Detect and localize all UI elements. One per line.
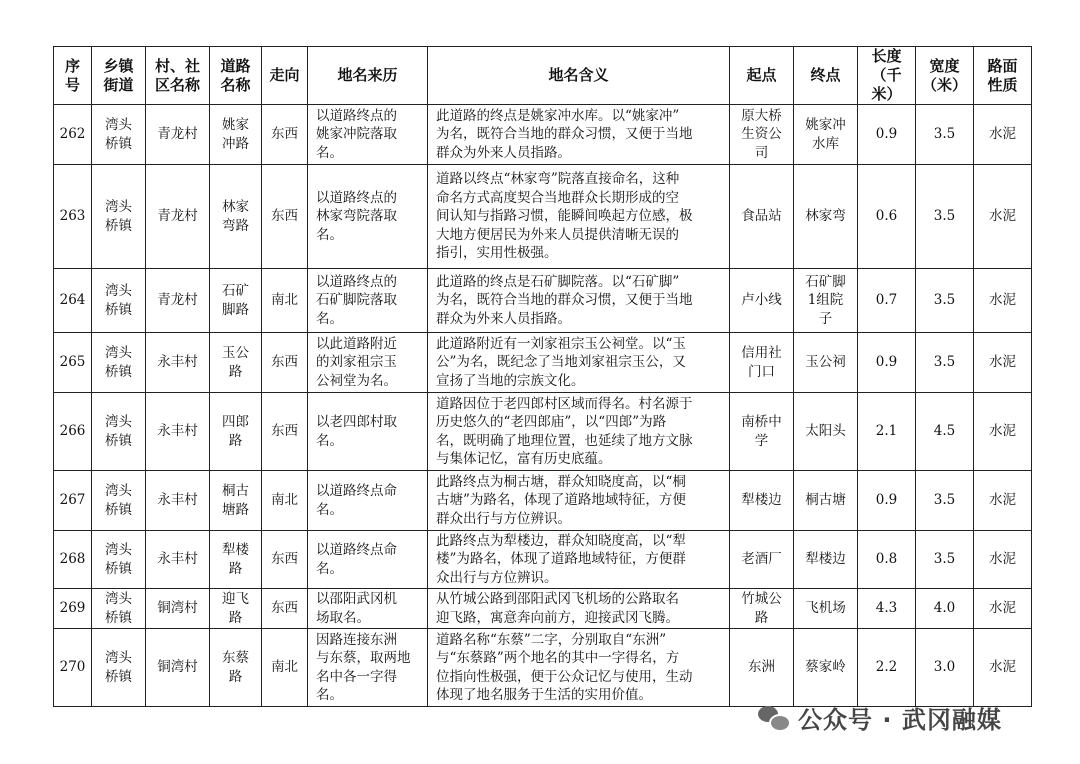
cell-name-origin: 以邵阳武冈机 场取名。 xyxy=(308,589,428,629)
cell-direction: 南北 xyxy=(262,269,308,333)
table-row xyxy=(54,105,1032,165)
cell-end-point: 石矿脚 1组院 子 xyxy=(794,269,858,333)
cell-village: 铜湾村 xyxy=(146,629,210,707)
table-row xyxy=(54,269,1032,333)
cell-length: 0.8 xyxy=(858,531,916,589)
cell-village: 青龙村 xyxy=(146,105,210,165)
table-row xyxy=(54,471,1032,531)
cell-end-point: 蔡家岭 xyxy=(794,629,858,707)
cell-start-point: 东洲 xyxy=(730,629,794,707)
header-end: 终点 xyxy=(794,47,858,105)
cell-end-point: 玉公祠 xyxy=(794,333,858,393)
cell-name-origin: 以道路终点命 名。 xyxy=(308,471,428,531)
cell-start-point: 南桥中 学 xyxy=(730,393,794,471)
table-row xyxy=(54,629,1032,707)
cell-name-meaning: 此路终点为桐古塘，群众知晓度高，以“桐 古塘”为路名，体现了道路地域特征，方便 群众出行与方位辨识。 xyxy=(428,471,730,531)
table-row xyxy=(54,393,1032,471)
cell-start-point: 食品站 xyxy=(730,165,794,269)
cell-width: 3.5 xyxy=(916,165,974,269)
cell-start-point: 信用社 门口 xyxy=(730,333,794,393)
cell-village: 青龙村 xyxy=(146,269,210,333)
cell-row-number: 265 xyxy=(54,333,92,393)
cell-row-number: 270 xyxy=(54,629,92,707)
cell-road-name: 石矿 脚路 xyxy=(210,269,262,333)
cell-length: 0.6 xyxy=(858,165,916,269)
cell-end-point: 犁楼边 xyxy=(794,531,858,589)
cell-name-origin: 以道路终点命 名。 xyxy=(308,531,428,589)
cell-row-number: 269 xyxy=(54,589,92,629)
cell-row-number: 263 xyxy=(54,165,92,269)
cell-direction: 南北 xyxy=(262,629,308,707)
header-length: 长度 （千米） xyxy=(858,47,916,105)
cell-village: 永丰村 xyxy=(146,393,210,471)
cell-surface: 水泥 xyxy=(974,333,1032,393)
cell-name-origin: 以道路终点的 林家弯院落取 名。 xyxy=(308,165,428,269)
cell-start-point: 老酒厂 xyxy=(730,531,794,589)
cell-village: 铜湾村 xyxy=(146,589,210,629)
cell-end-point: 太阳头 xyxy=(794,393,858,471)
cell-name-meaning: 从竹城公路到邵阳武冈飞机场的公路取名 迎飞路，寓意奔向前方，迎接武冈飞腾。 xyxy=(428,589,730,629)
header-start: 起点 xyxy=(730,47,794,105)
cell-name-origin: 以老四郎村取 名。 xyxy=(308,393,428,471)
cell-row-number: 267 xyxy=(54,471,92,531)
cell-surface: 水泥 xyxy=(974,105,1032,165)
header-origin: 地名来历 xyxy=(308,47,428,105)
cell-surface: 水泥 xyxy=(974,269,1032,333)
cell-village: 永丰村 xyxy=(146,531,210,589)
cell-town: 湾头 桥镇 xyxy=(92,589,146,629)
cell-town: 湾头 桥镇 xyxy=(92,269,146,333)
cell-start-point: 卢小线 xyxy=(730,269,794,333)
watermark xyxy=(758,700,1002,735)
cell-name-meaning: 此道路的终点是姚家冲水库。以“姚家冲” 为名，既符合当地的群众习惯，又便于当地 群众为外来人员指路。 xyxy=(428,105,730,165)
road-naming-table xyxy=(53,46,1032,707)
cell-start-point: 原大桥 生资公 司 xyxy=(730,105,794,165)
cell-surface: 水泥 xyxy=(974,393,1032,471)
cell-width: 3.5 xyxy=(916,269,974,333)
cell-end-point: 林家弯 xyxy=(794,165,858,269)
cell-length: 4.3 xyxy=(858,589,916,629)
header-direction: 走向 xyxy=(262,47,308,105)
cell-start-point: 竹城公 路 xyxy=(730,589,794,629)
cell-town: 湾头 桥镇 xyxy=(92,471,146,531)
cell-surface: 水泥 xyxy=(974,531,1032,589)
cell-road-name: 桐古 塘路 xyxy=(210,471,262,531)
cell-width: 3.5 xyxy=(916,531,974,589)
header-village: 村、社 区名称 xyxy=(146,47,210,105)
cell-road-name: 犁楼 路 xyxy=(210,531,262,589)
cell-village: 永丰村 xyxy=(146,471,210,531)
cell-name-origin: 以道路终点的 姚家冲院落取 名。 xyxy=(308,105,428,165)
cell-width: 3.0 xyxy=(916,629,974,707)
cell-width: 3.5 xyxy=(916,471,974,531)
cell-width: 3.5 xyxy=(916,333,974,393)
table-row xyxy=(54,333,1032,393)
cell-road-name: 姚家 冲路 xyxy=(210,105,262,165)
cell-name-origin: 以此道路附近 的刘家祖宗玉 公祠堂为名。 xyxy=(308,333,428,393)
cell-direction: 东西 xyxy=(262,165,308,269)
cell-village: 永丰村 xyxy=(146,333,210,393)
cell-direction: 东西 xyxy=(262,105,308,165)
header-row xyxy=(54,47,1032,105)
cell-road-name: 东蔡 路 xyxy=(210,629,262,707)
cell-width: 4.0 xyxy=(916,589,974,629)
cell-name-origin: 以道路终点的 石矿脚院落取 名。 xyxy=(308,269,428,333)
cell-direction: 东西 xyxy=(262,531,308,589)
cell-row-number: 264 xyxy=(54,269,92,333)
cell-length: 0.7 xyxy=(858,269,916,333)
cell-surface: 水泥 xyxy=(974,165,1032,269)
cell-direction: 东西 xyxy=(262,333,308,393)
cell-width: 3.5 xyxy=(916,105,974,165)
cell-name-meaning: 此道路附近有一刘家祖宗玉公祠堂。以“玉 公”为名，既纪念了当地刘家祖宗玉公，又 宣扬了当地的宗族文化。 xyxy=(428,333,730,393)
table-row xyxy=(54,531,1032,589)
cell-town: 湾头 桥镇 xyxy=(92,531,146,589)
header-town: 乡镇 街道 xyxy=(92,47,146,105)
cell-name-meaning: 道路名称“东蔡”二字，分别取自“东洲” 与“东蔡路”两个地名的其中一字得名，方 位指向性极强，便于公众记忆与使用，生动 体现了地名服务于生活的实用价值。 xyxy=(428,629,730,707)
cell-length: 2.1 xyxy=(858,393,916,471)
cell-town: 湾头 桥镇 xyxy=(92,629,146,707)
cell-surface: 水泥 xyxy=(974,629,1032,707)
cell-name-meaning: 此路终点为犁楼边，群众知晓度高，以“犁 楼”为路名，体现了道路地域特征，方便群 众出行与方位辨识。 xyxy=(428,531,730,589)
cell-name-meaning: 道路以终点“林家弯”院落直接命名，这种 命名方式高度契合当地群众长期形成的空 间认知与指路习惯，能瞬间唤起方位感，极 大地方便居民为外来人员提供清晰无误的 指引，实用性极强。 xyxy=(428,165,730,269)
cell-town: 湾头 桥镇 xyxy=(92,393,146,471)
wechat-icon xyxy=(758,706,788,730)
cell-town: 湾头 桥镇 xyxy=(92,333,146,393)
cell-length: 0.9 xyxy=(858,333,916,393)
cell-length: 0.9 xyxy=(858,471,916,531)
watermark-text: 公众号 · 武冈融媒 xyxy=(798,706,1002,734)
cell-road-name: 玉公 路 xyxy=(210,333,262,393)
cell-surface: 水泥 xyxy=(974,589,1032,629)
cell-name-meaning: 此道路的终点是石矿脚院落。以“石矿脚” 为名，既符合当地的群众习惯，又便于当地 群众为外来人员指路。 xyxy=(428,269,730,333)
cell-end-point: 姚家冲 水库 xyxy=(794,105,858,165)
cell-direction: 东西 xyxy=(262,589,308,629)
cell-town: 湾头 桥镇 xyxy=(92,165,146,269)
cell-end-point: 飞机场 xyxy=(794,589,858,629)
cell-length: 0.9 xyxy=(858,105,916,165)
header-surface: 路面 性质 xyxy=(974,47,1032,105)
header-no: 序 号 xyxy=(54,47,92,105)
cell-width: 4.5 xyxy=(916,393,974,471)
cell-start-point: 犁楼边 xyxy=(730,471,794,531)
cell-direction: 南北 xyxy=(262,471,308,531)
cell-town: 湾头 桥镇 xyxy=(92,105,146,165)
cell-village: 青龙村 xyxy=(146,165,210,269)
cell-direction: 东西 xyxy=(262,393,308,471)
cell-end-point: 桐古塘 xyxy=(794,471,858,531)
cell-road-name: 迎飞 路 xyxy=(210,589,262,629)
cell-road-name: 林家 弯路 xyxy=(210,165,262,269)
cell-road-name: 四郎 路 xyxy=(210,393,262,471)
table-row xyxy=(54,165,1032,269)
header-meaning: 地名含义 xyxy=(428,47,730,105)
cell-name-meaning: 道路因位于老四郎村区域而得名。村名源于 历史悠久的“老四郎庙”，以“四郎”为路 名，既明确了地理位置，也延续了地方文脉 与集体记忆，富有历史底蕴。 xyxy=(428,393,730,471)
cell-row-number: 266 xyxy=(54,393,92,471)
table-row xyxy=(54,589,1032,629)
cell-length: 2.2 xyxy=(858,629,916,707)
cell-row-number: 268 xyxy=(54,531,92,589)
header-road: 道路 名称 xyxy=(210,47,262,105)
cell-name-origin: 因路连接东洲 与东蔡，取两地 名中各一字得 名。 xyxy=(308,629,428,707)
cell-row-number: 262 xyxy=(54,105,92,165)
header-width: 宽度 （米） xyxy=(916,47,974,105)
cell-surface: 水泥 xyxy=(974,471,1032,531)
